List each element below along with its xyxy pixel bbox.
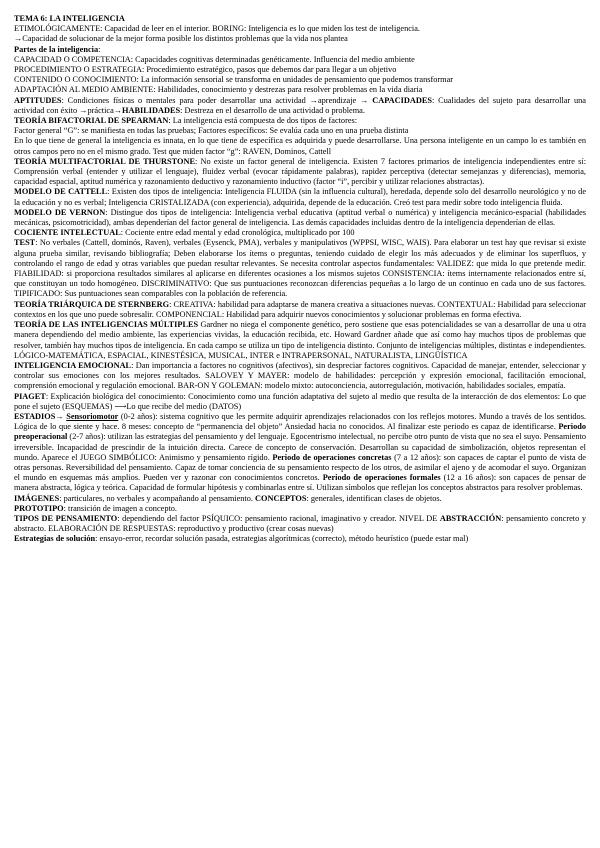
text-run: : Distingue dos tipos de inteligencia: Inteligencia verbal educativa (aptitud verbal o numérica) y inteligencia mecánico-espacial (habilidades mecánicas, psicomotricidad), ambas dependerían del factor general de inteligencia. Las demás capacidades incluidas dentro de la inteligencia dependerían de ellas.	[14, 207, 586, 228]
bold-term: PROTOTIPO	[14, 503, 64, 513]
document-body	[14, 24, 586, 544]
text-run: : No verbales (Cattell, dominós, Raven), verbales (Eysenck, PMA), verbales y manipulativos (WPPSI, WISC, WAIS). Para elaborar un test hay que revisar si existe alguna prueba similar, revisando bibliografía; Deben elaborarse los ítems o preguntas, teniendo cuidado de elegir los más adecuados y de eliminar los superfluos, y controlando el rango de edad y otras variables que puedan resultar relevantes. Se necesita controlar aspectos fundamentales: VALIDEZ: que mida lo que pretende medir. FIABILIDAD: si proporciona resultados similares al aplicarse en diferentes ocasiones a los mismos sujetos CONSISTENCIA: ítems internamente relacionados entre sí, que constituyan un todo homogéneo. DISCRIMINATIVO: Que sus puntuaciones reconozcan diferencias pequeñas a lo largo de un continuo en cada uno de sus factores. TIPIFICADO: Sus puntuaciones sean comparables con la población de referencia.	[14, 238, 586, 299]
paragraph	[14, 55, 586, 65]
text-run: CONTENIDO O CONOCIMIENTO: La información sensorial se transforma en unidades de pensamiento que podemos transformar	[14, 75, 454, 85]
text-run: : transición de imagen a concepto.	[63, 503, 177, 513]
text-run: Gardner no niega el componente genético, pero sostiene que esas potencialidades se van a desarrollar de una u otra manera dependiendo del medio ambiente, las experiencias vividas, la educación recibida, etc. Howard Gardner añade que así como hay muchos tipos de problemas que resolver, también hay muchos tipos de inteligencia. En cada campo se utiliza un tipo de inteligencia distinto. Conjunto de inteligencias múltiples, distintas e independientes. LÓGICO-MATEMÁTICA, ESPACIAL, KINESTÉSICA, MUSICAL, INTER e INTRAPERSONAL, NATURALISTA, LINGÜÍSTICA	[14, 320, 586, 360]
text-run: : Existen dos tipos de inteligencia: Inteligencia FLUIDA (sin la influencia cultural), heredada, depende solo del desarrollo neurológico y no de la educación y no es verbal; Inteligencia CRISTALIZADA (con experiencia), adquirida, depende de la educación. Creó test para medir sobre todo inteligencia fluida.	[14, 187, 586, 207]
bold-term: Partes de la inteligencia	[14, 44, 99, 54]
text-run: : particulares, no verbales y acompañando al pensamiento.	[59, 493, 256, 503]
bold-term: Sensoriomotor	[66, 411, 119, 421]
text-run: : Explicación biológica del conocimiento: Conocimiento como una función adaptativa del sujeto al medio que resulta de la interacción de dos elementos: Lo que pone el sujeto (ESQUEMAS) ⟶Lo que recibe del medio (DATOS)	[14, 391, 586, 411]
text-run: (2-7 años): utilizan las estrategias del pensamiento y del lenguaje. Egocentrismo intelectual, no percibe otro punto de vista que no sea el suyo. Pensamiento irreversible. Incapacidad de prescindir de la intuición directa. Carece de concepto de conservación. Desarrollan su capacidad de simbolización, objetos representan el mundo. Aparece el JUEGO SIMBÓLICO: Animismo y pensamiento rígido.	[14, 432, 586, 462]
bold-term: Periodo preoperacional	[14, 422, 586, 442]
bold-term: TEORÍA MULTIFACTORIAL DE THURSTONE	[14, 156, 196, 166]
bold-term: APTITUDES	[14, 95, 62, 105]
text-run: (12 a 16 años): son capaces de pensar de manera abstracta, lógica y teórica. Capacidad de formular hipótesis y combinarlas entre sí. Utilizan símbolos que reflejan los conceptos abstractos para resolver problemas.	[14, 473, 586, 493]
text-run: (0-2 años): sistema cognitivo que les permite adquirir aprendizajes relacionados con los reflejos motores. Mundo a través de los sentidos. Lógica de lo que siente y hace. 8 meses: concepto de “permanencia del objeto” Ansiedad hacia no conocidos. Al finalizar este periodo es capaz de identificarse.	[14, 411, 587, 432]
bold-term: TIPOS DE PENSAMIENTO	[14, 513, 118, 523]
text-run: : Condiciones físicas o mentales para poder desarrollar una actividad →aprendizaje →	[61, 95, 373, 105]
text-run: : Destreza en el desarrollo de una actividad o problema.	[180, 105, 365, 115]
paragraph	[14, 65, 586, 75]
page-title: TEMA 6: LA INTELIGENCIA	[14, 14, 125, 23]
paragraph	[14, 187, 586, 207]
paragraph	[14, 514, 586, 534]
text-run: : dependiendo del factor PSÍQUICO: pensamiento racional, imaginativo y creador. NIVEL DE	[117, 513, 440, 523]
text-run: : generales, identifican clases de objetos.	[306, 493, 442, 503]
paragraph	[14, 24, 586, 34]
paragraph	[14, 34, 586, 44]
bold-term: IMÁGENES	[14, 493, 60, 503]
bold-term: TEORÍA TRIÁRQUICA DE STERNBERG	[14, 299, 170, 309]
bold-term: CAPACIDADES	[372, 95, 432, 105]
paragraph	[14, 85, 586, 95]
bold-term: ABSTRACCIÓN	[439, 513, 502, 523]
bold-term: Periodo de operaciones concretas	[272, 452, 392, 462]
text-run: : Dan importancia a factores no cognitivos (afectivos), sin despreciar factores cognitivos. Capacidad de manejar, entender, seleccionar y controlar sus emociones con los mejores resultados. SALOVEY Y MAYER: modelo de habilidades: percepción y expresión emocional, facilitación emocional, comprensión emocional y regulación emocional. BAR-ON Y GOLEMAN: modelo mixto: autoconciencia, autorregulación, motivación, habilidades sociales, empatía.	[14, 360, 586, 391]
text-run: CAPACIDAD O COMPETENCIA: Capacidades cognitivas determinadas genéticamente. Influencia del medio ambiente	[14, 54, 415, 64]
bold-term: MODELO DE CATTELL	[14, 187, 108, 197]
bold-term: TEORÍA DE LAS INTELIGENCIAS MÚLTIPLES	[14, 320, 199, 330]
paragraph	[14, 96, 586, 116]
bold-term: Estrategias de solución	[14, 534, 96, 544]
bold-term: CONCEPTOS	[255, 493, 307, 503]
text-run: : ensayo-error, recordar solución pasada, estrategias algorítmicas (correcto), método heurístico (puede estar mal)	[95, 534, 469, 544]
paragraph	[14, 504, 586, 514]
paragraph	[14, 75, 586, 85]
text-run: :	[98, 44, 101, 54]
bold-term: MODELO DE VERNON	[14, 207, 106, 217]
text-run: : No existe un factor general de inteligencia. Existen 7 factores primarios de inteligencia independientes entre sí: Comprensión verbal (entender y utilizar el lenguaje), fluidez verbal (evocar rápidamente palabras), rapidez perceptiva (detectar semejanzas y diferencias), memoria, capacidad espacial, aptitud numérica y razonamiento deductivo y razonamiento inductivo (factor “i”, percibir y utilizar relaciones abstractas).	[14, 156, 586, 187]
paragraph	[14, 208, 586, 228]
bold-term: Periodo de operaciones formales	[322, 473, 441, 483]
paragraph	[14, 228, 586, 238]
paragraph	[14, 320, 586, 361]
text-run: : CREATIVA: habilidad para adaptarse de manera creativa a situaciones nuevas. CONTEXTUAL: Habilidad para seleccionar contextos en los que uno puede sobresalir. COMPONENCIAL: Habilidad para adquirir nuevos conocimientos y solucionar problemas en forma efectiva.	[14, 299, 586, 319]
text-run: PROCEDIMIENTO O ESTRATEGIA: Procedimiento estratégico, pasos que debemos dar para llegar a un objetivo	[14, 65, 397, 75]
paragraph	[14, 361, 586, 392]
text-run: : pensamiento concreto y abstracto. ELABORACIÓN DE RESPUESTAS: reproductivo y productivo (crear cosas nuevas)	[14, 513, 586, 534]
text-run: (7 a 12 años): son capaces de captar el punto de vista de otras personas. Reversibilidad del pensamiento. Capaz de tomar conciencia de su pensamiento respecto de los otros, de asimilar el ajeno y de acomodar el suyo. Organizan el mundo en esquemas más amplios. Pueden ver y razonar con conocimientos concretos.	[14, 452, 586, 483]
paragraph	[14, 412, 586, 494]
text-run: →Capacidad de solucionar de la mejor forma posible los distintos problemas que la vida nos plantea	[14, 34, 348, 44]
bold-term: TEORÍA BIFACTORIAL DE SPEARMAN	[14, 116, 169, 126]
text-run: : La inteligencia está compuesta de dos tipos de factores:	[168, 116, 358, 126]
paragraph	[14, 534, 586, 544]
text-run: ETIMOLÓGICAMENTE: Capacidad de leer en el interior. BORING: Inteligencia es lo que miden los test de inteligencia.	[14, 24, 420, 34]
bold-term: ESTADIOS→	[14, 411, 67, 421]
bold-term: HABILIDADES	[122, 105, 181, 115]
bold-term: INTELIGENCIA EMOCIONAL	[14, 360, 132, 370]
paragraph	[14, 392, 586, 412]
paragraph	[14, 157, 586, 188]
paragraph	[14, 300, 586, 320]
bold-term: TEST	[14, 238, 36, 248]
text-run: En lo que tiene de general la inteligencia es innata, en lo que tiene de específica es adquirida y puede desarrollarse. Una persona inteligente en un campo lo es también en otros campos pero no en el mismo grado. Test que miden factor “g”: RAVEN, Dominos, Cattell	[14, 136, 586, 156]
paragraph	[14, 116, 586, 126]
text-run: : Cualidades del sujeto para desarrollar una actividad con éxito →práctica→	[14, 95, 586, 115]
paragraph	[14, 136, 586, 156]
bold-term: COCIENTE INTELECTUAL	[14, 228, 121, 238]
paragraph	[14, 45, 586, 55]
text-run: ADAPTACIÓN AL MEDIO AMBIENTE: Habilidades, conocimiento y destrezas para resolver problemas en la vida diaria	[14, 85, 423, 95]
paragraph	[14, 238, 586, 299]
text-run: Factor general “G”: se manifiesta en todas las pruebas; Factores específicos: Se evalúa cada uno en una prueba distinta	[14, 126, 409, 136]
text-run: : Cociente entre edad mental y edad cronológica, multiplicado por 100	[120, 228, 355, 238]
paragraph	[14, 126, 586, 136]
paragraph	[14, 494, 586, 504]
bold-term: PIAGET	[14, 391, 46, 401]
